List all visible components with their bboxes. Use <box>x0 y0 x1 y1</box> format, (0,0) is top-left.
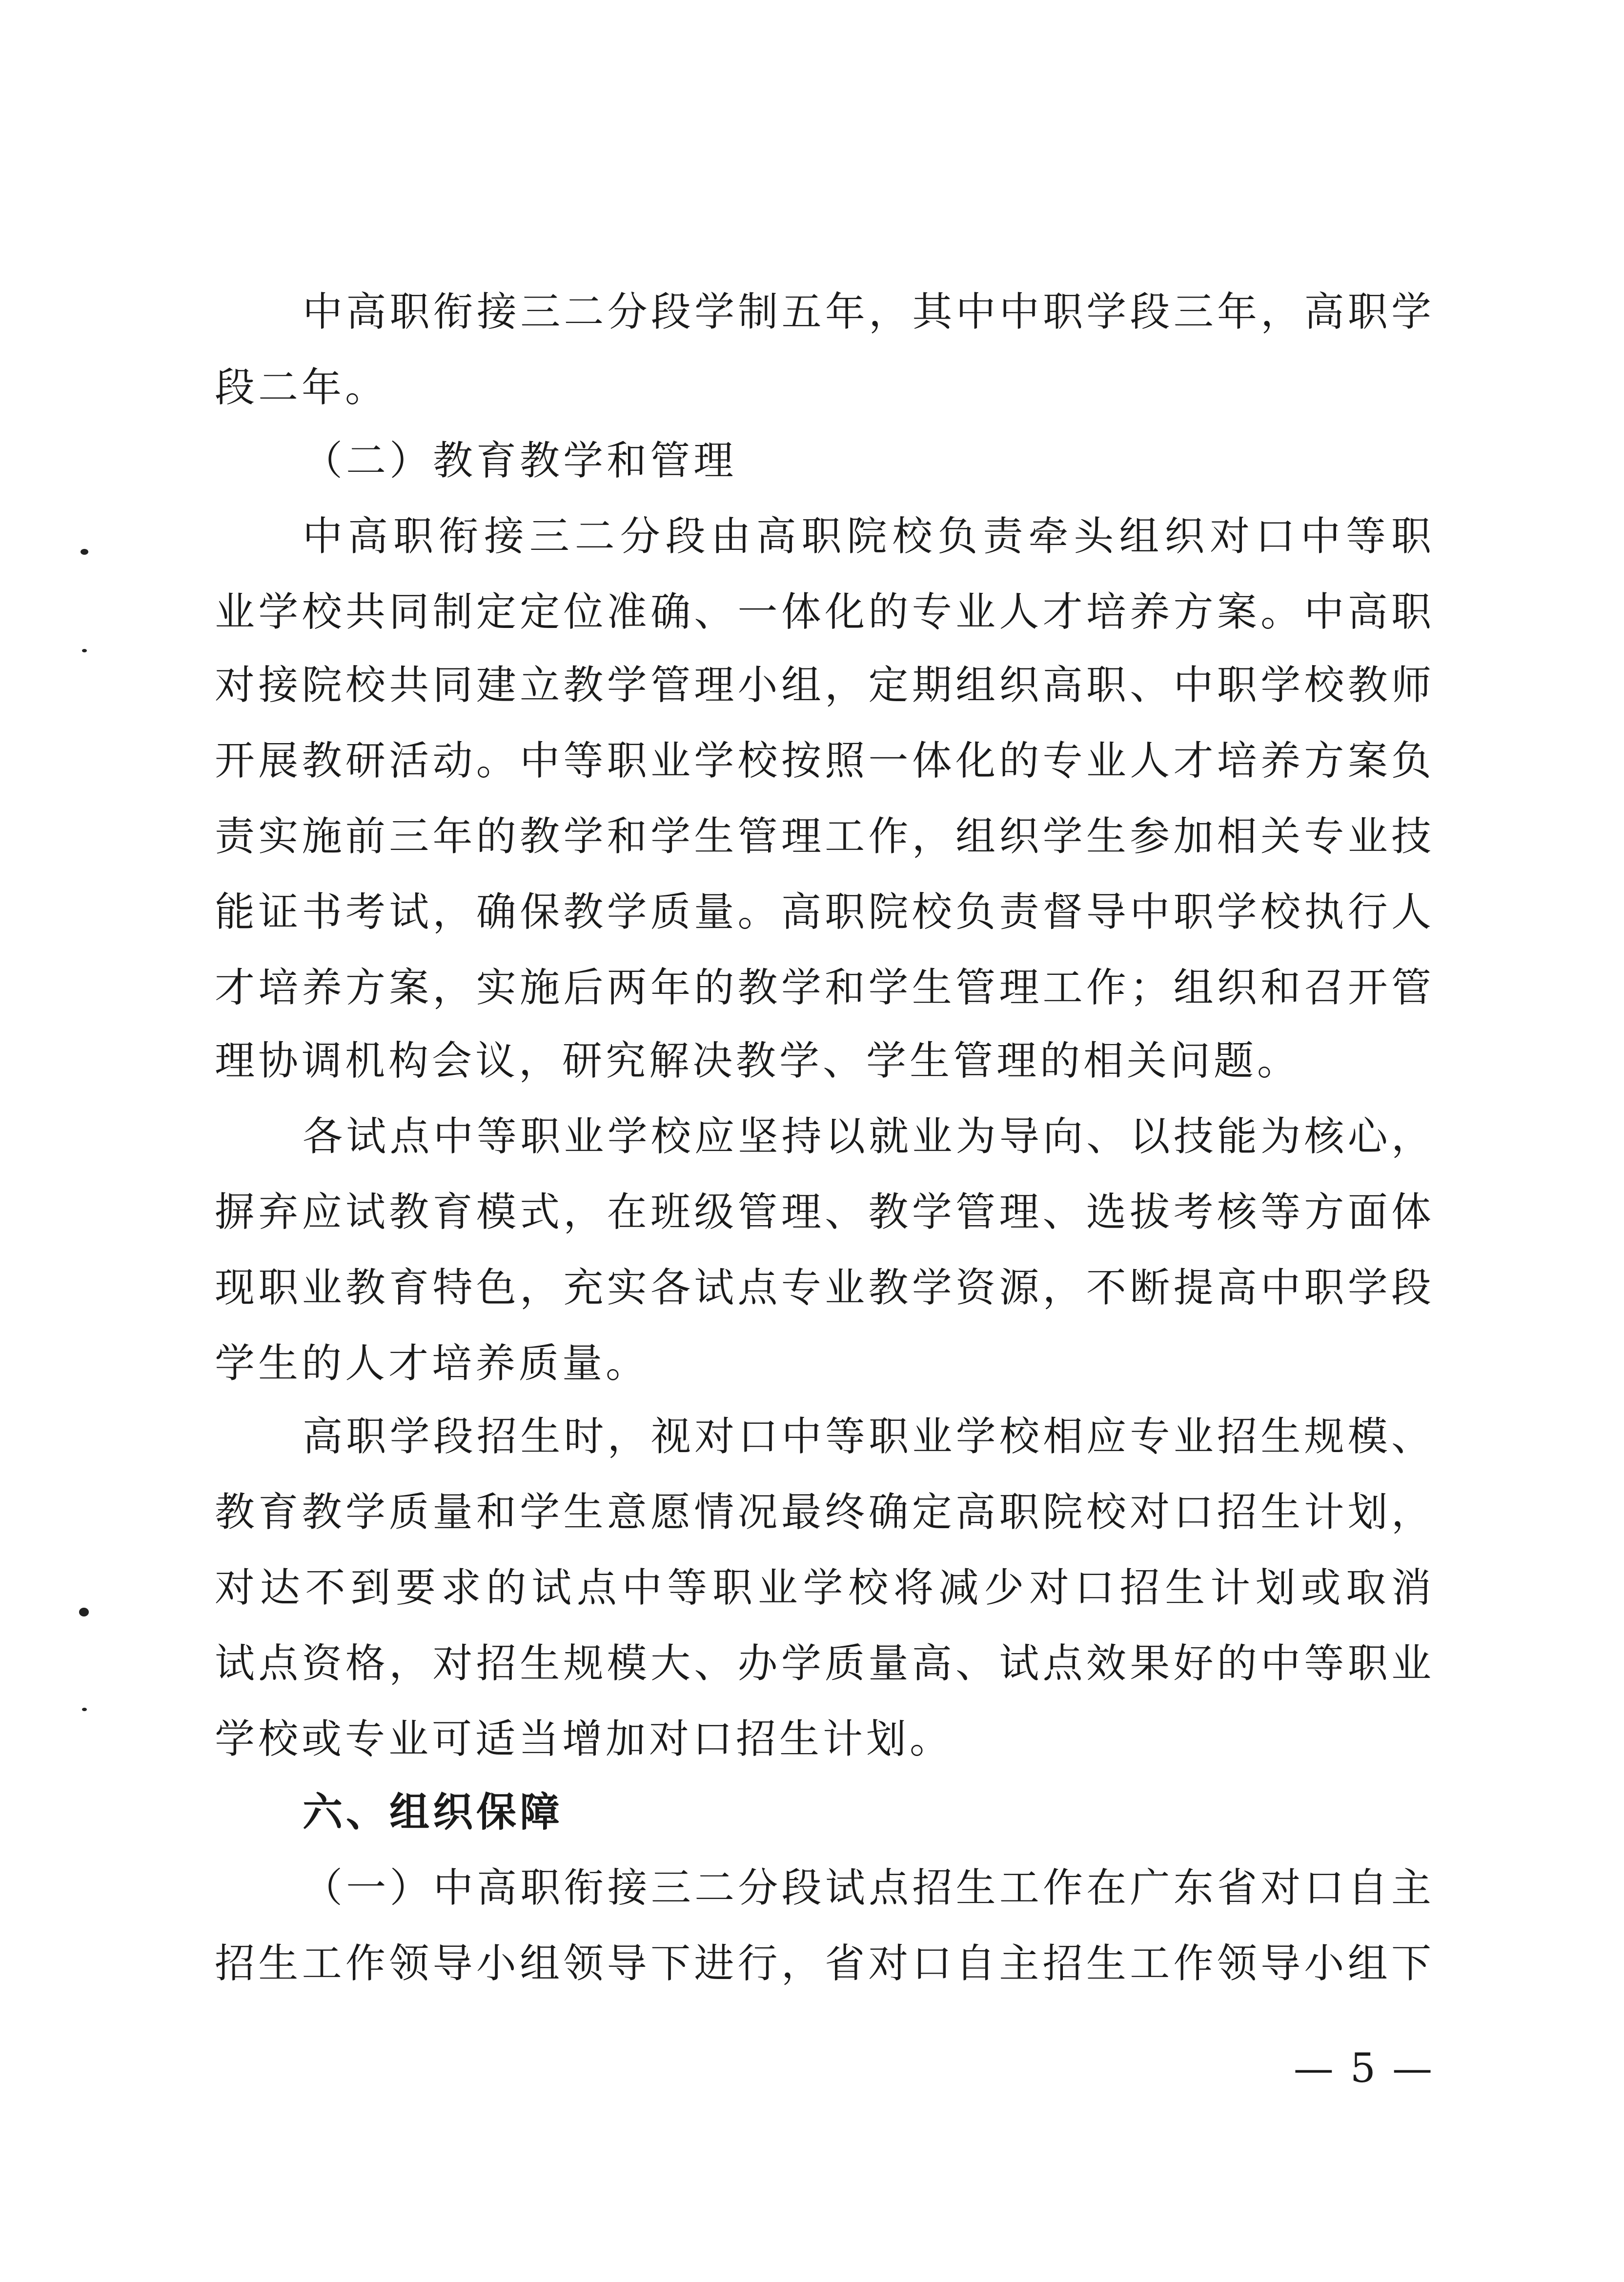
paragraph-line: 中高职衔接三二分段学制五年，其中中职学段三年，高职学 <box>303 289 1435 335</box>
paragraph-line: 对接院校共同建立教学管理小组，定期组织高职、中职学校教师 <box>215 662 1435 708</box>
paragraph-line: 能证书考试，确保教学质量。高职院校负责督导中职学校执行人 <box>215 889 1435 935</box>
paragraph-line: 段二年。 <box>215 364 389 411</box>
paragraph-line: 才培养方案，实施后两年的教学和学生管理工作；组织和召开管 <box>215 965 1435 1011</box>
paragraph-line: 摒弃应试教育模式，在班级管理、教学管理、选拔考核等方面体 <box>215 1189 1435 1235</box>
scan-mark <box>82 649 87 652</box>
scan-mark <box>79 1608 89 1616</box>
paragraph-line: 高职学段招生时，视对口中等职业学校相应专业招生规模、 <box>303 1414 1435 1460</box>
paragraph-line: 学生的人才培养质量。 <box>215 1340 650 1387</box>
paragraph-line: 学校或专业可适当增加对口招生计划。 <box>215 1716 954 1762</box>
paragraph-line: 各试点中等职业学校应坚持以就业为导向、以技能为核心， <box>303 1113 1435 1160</box>
paragraph-line: 试点资格，对招生规模大、办学质量高、试点效果好的中等职业 <box>215 1640 1435 1687</box>
paragraph-line: （一）中高职衔接三二分段试点招生工作在广东省对口自主 <box>303 1865 1435 1911</box>
paragraph-line: 中高职衔接三二分段由高职院校负责牵头组织对口中等职 <box>303 513 1435 560</box>
paragraph-line: 责实施前三年的教学和学生管理工作，组织学生参加相关专业技 <box>215 813 1435 860</box>
section-heading: （二）教育教学和管理 <box>303 438 737 484</box>
scan-mark <box>82 1708 87 1711</box>
paragraph-line: 业学校共同制定定位准确、一体化的专业人才培养方案。中高职 <box>215 589 1435 635</box>
page-number: — 5 — <box>1293 2045 1435 2092</box>
section-heading: 六、组织保障 <box>303 1789 564 1836</box>
paragraph-line: 对达不到要求的试点中等职业学校将减少对口招生计划或取消 <box>215 1565 1435 1611</box>
paragraph-line: 教育教学质量和学生意愿情况最终确定高职院校对口招生计划， <box>215 1489 1435 1535</box>
paragraph-line: 开展教研活动。中等职业学校按照一体化的专业人才培养方案负 <box>215 738 1435 784</box>
paragraph-line: 理协调机构会议，研究解决教学、学生管理的相关问题。 <box>215 1038 1301 1084</box>
paragraph-line: 现职业教育特色，充实各试点专业教学资源，不断提高中职学段 <box>215 1265 1435 1311</box>
paragraph-line: 招生工作领导小组领导下进行，省对口自主招生工作领导小组下 <box>215 1940 1435 1987</box>
scan-mark <box>81 549 88 555</box>
